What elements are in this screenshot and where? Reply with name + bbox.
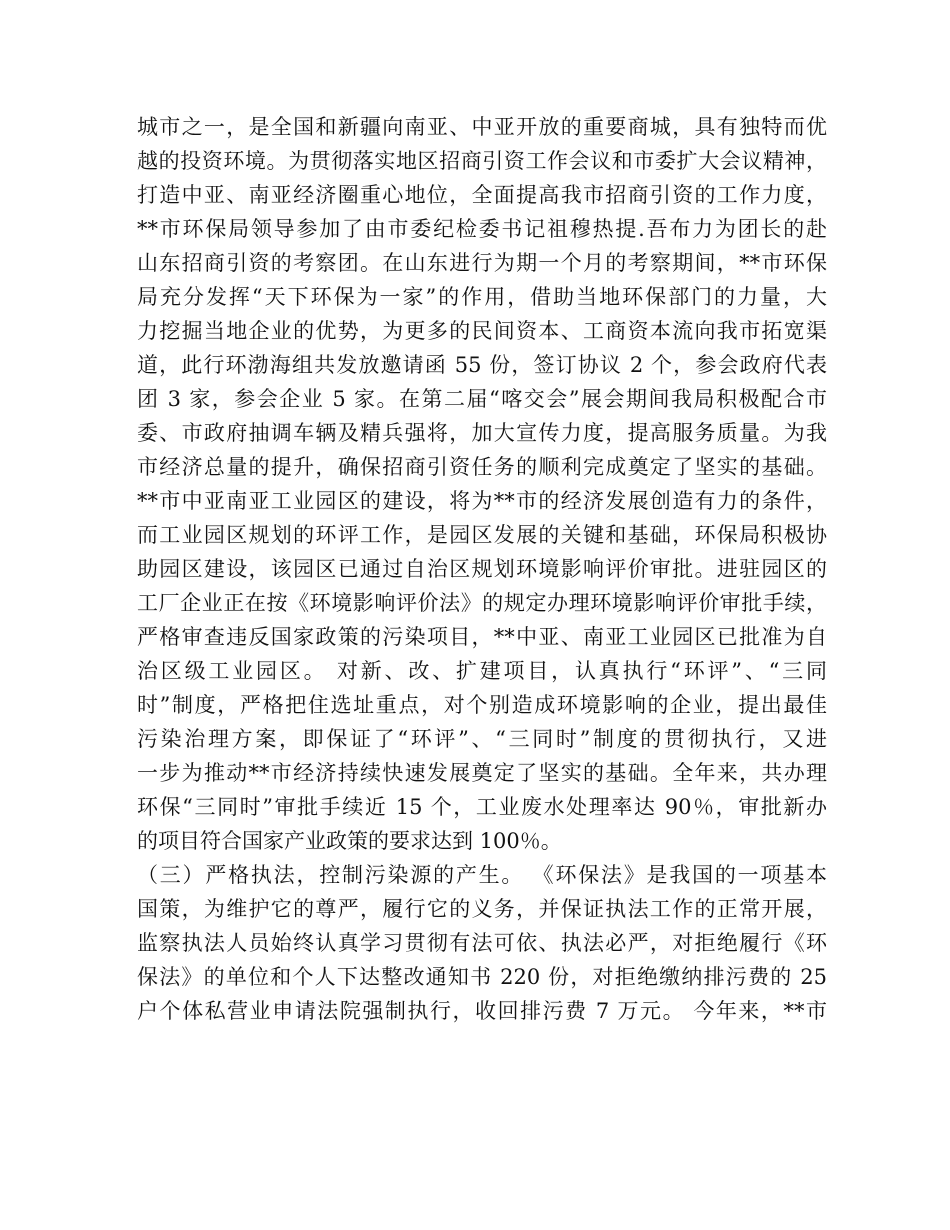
text-line: 山东招商引资的考察团。在山东进行为期一个月的考察期间，**市环保 xyxy=(137,251,827,275)
text-line: 污染治理方案，即保证了“环评”、“三同时”制度的贯彻执行，又进 xyxy=(137,727,827,751)
text-line: **市中亚南亚工业园区的建设，将为**市的经济发展创造有力的条件， xyxy=(137,489,827,513)
text-line: **市环保局领导参加了由市委纪检委书记祖穆热提.吾布力为团长的赴 xyxy=(137,217,827,241)
text-line: 打造中亚、南亚经济圈重心地位，全面提高我市招商引资的工作力度， xyxy=(137,183,827,207)
text-line: 越的投资环境。为贯彻落实地区招商引资工作会议和市委扩大会议精神， xyxy=(137,149,827,173)
text-line: 助园区建设，该园区已通过自治区规划环境影响评价审批。进驻园区的 xyxy=(137,557,827,581)
text-line: 户个体私营业申请法院强制执行，收回排污费 7 万元。 今年来，**市 xyxy=(137,999,827,1023)
text-line: 工厂企业正在按《环境影响评价法》的规定办理环境影响评价审批手续， xyxy=(137,591,827,615)
text-line: 团 3 家，参会企业 5 家。在第二届“喀交会”展会期间我局积极配合市 xyxy=(137,387,827,411)
text-line: 的项目符合国家产业政策的要求达到 100％。 xyxy=(137,829,562,853)
text-line: 局充分发挥“天下环保为一家”的作用，借助当地环保部门的力量，大 xyxy=(137,285,827,309)
text-line: 监察执法人员始终认真学习贯彻有法可依、执法必严，对拒绝履行《环 xyxy=(137,931,827,955)
text-line: 治区级工业园区。 对新、改、扩建项目，认真执行“环评”、“三同 xyxy=(137,659,827,683)
text-line: 而工业园区规划的环评工作，是园区发展的关键和基础，环保局积极协 xyxy=(137,523,827,547)
text-line: 保法》的单位和个人下达整改通知书 220 份，对拒绝缴纳排污费的 25 xyxy=(137,965,827,989)
text-line: 委、市政府抽调车辆及精兵强将，加大宣传力度，提高服务质量。为我 xyxy=(137,421,827,445)
text-line: 国策，为维护它的尊严，履行它的义务，并保证执法工作的正常开展， xyxy=(137,897,827,921)
text-line: 严格审查违反国家政策的污染项目，**中亚、南亚工业园区已批准为自 xyxy=(137,625,827,649)
text-line: 城市之一，是全国和新疆向南亚、中亚开放的重要商城，具有独特而优 xyxy=(137,115,827,139)
text-line: 时”制度，严格把住选址重点，对个别造成环境影响的企业，提出最佳 xyxy=(137,693,827,717)
text-line: 道，此行环渤海组共发放邀请函 55 份，签订协议 2 个，参会政府代表 xyxy=(137,353,827,377)
text-line: （三）严格执法，控制污染源的产生。 《环保法》是我国的一项基本 xyxy=(137,863,827,887)
text-line: 市经济总量的提升，确保招商引资任务的顺利完成奠定了坚实的基础。 xyxy=(137,455,827,479)
body-text xyxy=(137,110,827,1028)
text-line: 一步为推动**市经济持续快速发展奠定了坚实的基础。全年来，共办理 xyxy=(137,761,827,785)
text-line: 环保“三同时”审批手续近 15 个，工业废水处理率达 90％，审批新办 xyxy=(137,795,827,819)
text-line: 力挖掘当地企业的优势，为更多的民间资本、工商资本流向我市拓宽渠 xyxy=(137,319,827,343)
